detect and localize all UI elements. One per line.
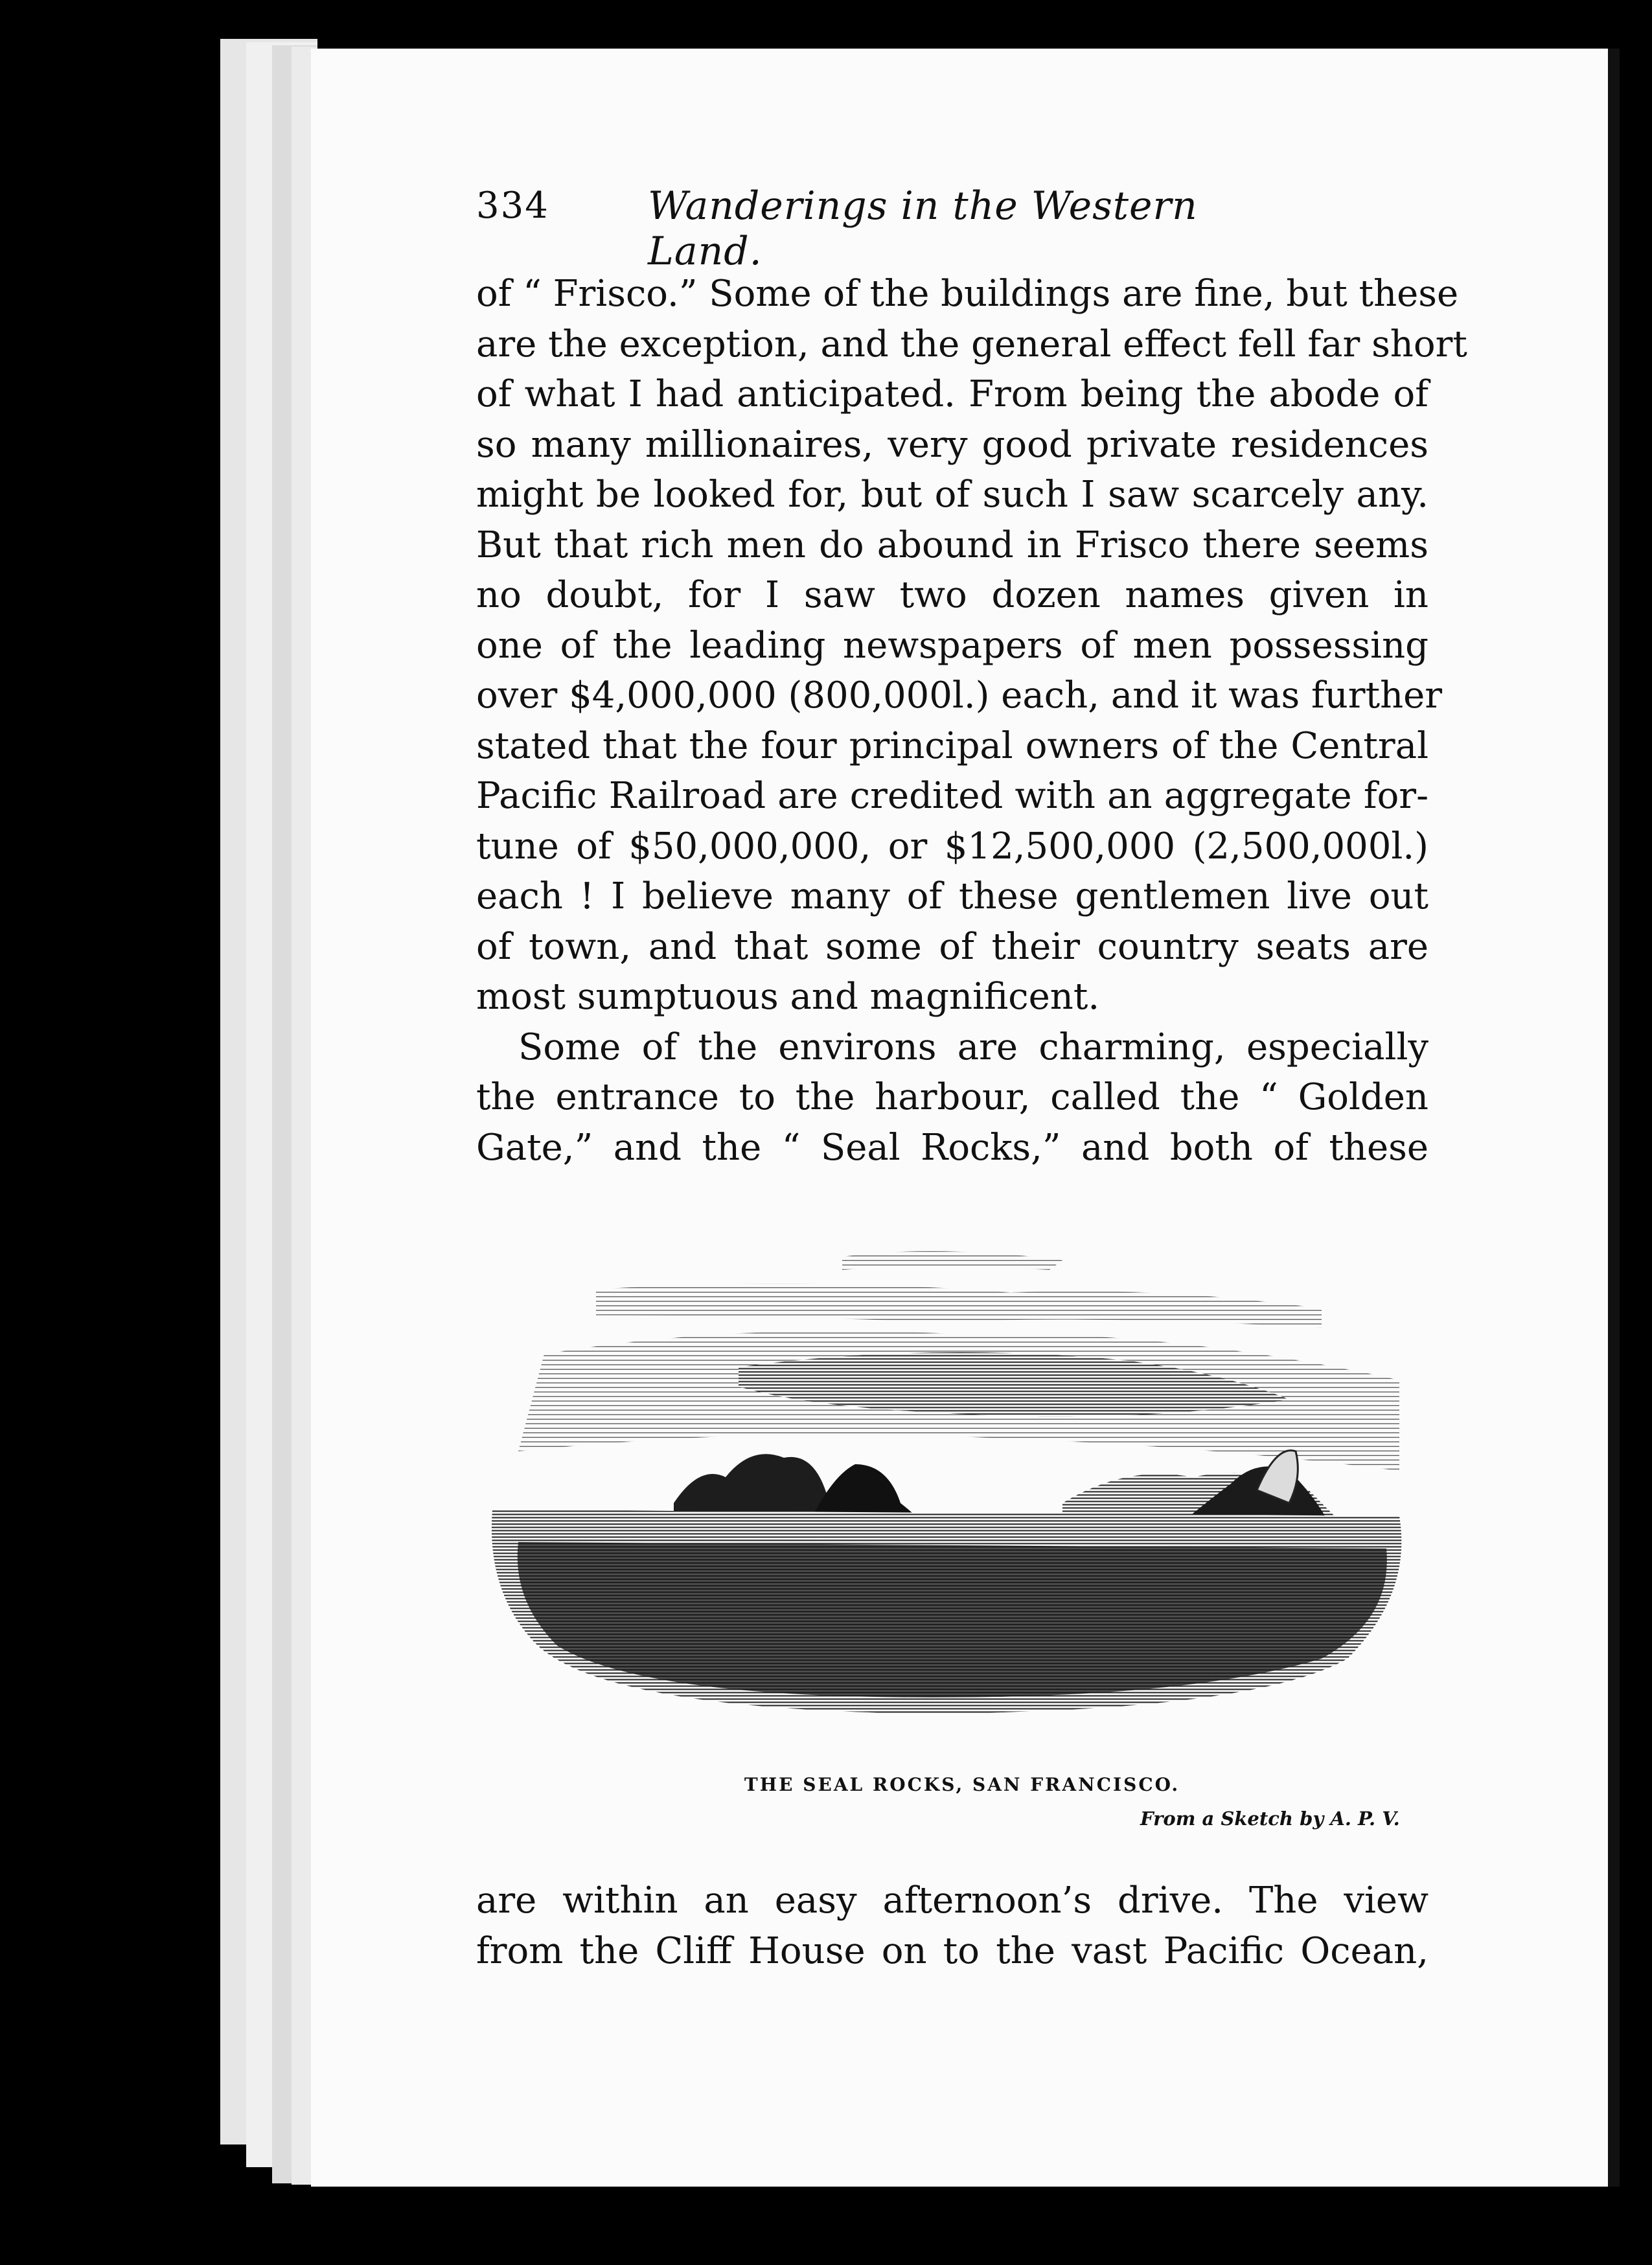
seal-rocks-engraving — [479, 1231, 1412, 1743]
text-line: tune of $50,000,000, or $12,500,000 (2,500,000l.) — [476, 825, 1428, 868]
running-header — [476, 183, 1273, 274]
text-line: Some of the environs are charming, especially — [518, 1026, 1428, 1068]
body-paragraph-continued — [476, 1876, 1428, 1976]
text-line: are within an easy afternoon’s drive. The view — [476, 1880, 1428, 1922]
text-line: one of the leading newspapers of men possessing — [476, 624, 1428, 667]
text-line: over $4,000,000 (800,000l.) each, and it was further — [476, 674, 1443, 717]
text-line: of what I had anticipated. From being the abode of — [476, 373, 1428, 415]
text-line: Gate,” and the “ Seal Rocks,” and both of these — [476, 1126, 1428, 1169]
text-line: the entrance to the harbour, called the “ Golden — [476, 1076, 1428, 1118]
figure-caption: THE SEAL ROCKS, SAN FRANCISCO. — [744, 1774, 1180, 1795]
text-line: are the exception, and the general effect fell far short — [476, 323, 1467, 365]
text-line: so many millionaires, very good private residences — [476, 423, 1428, 466]
text-line: of “ Frisco.” Some of the buildings are fine, but these — [476, 273, 1459, 315]
text-line: no doubt, for I saw two dozen names given in — [476, 574, 1428, 616]
page-right-edge — [1608, 49, 1620, 2187]
text-line: from the Cliff House on to the vast Pacific Ocean, — [476, 1929, 1428, 1972]
sky-hatching — [518, 1251, 1399, 1471]
text-line: each ! I believe many of these gentlemen live out — [476, 875, 1428, 917]
running-title: Wanderings in the Western Land. — [648, 183, 1198, 274]
text-line: of town, and that some of their country seats are — [476, 925, 1428, 968]
text-line: Pacific Railroad are credited with an aggregate for- — [476, 775, 1428, 817]
text-line: might be looked for, but of such I saw scarcely any. — [476, 474, 1428, 516]
page-number: 334 — [476, 185, 549, 227]
figure-credit: From a Sketch by A. P. V. — [1140, 1808, 1400, 1830]
text-line: But that rich men do abound in Frisco there seems — [476, 523, 1428, 566]
text-line: stated that the four principal owners of the Central — [476, 724, 1428, 767]
body-paragraphs — [476, 269, 1467, 1173]
text-line: most sumptuous and magnificent. — [476, 976, 1100, 1018]
